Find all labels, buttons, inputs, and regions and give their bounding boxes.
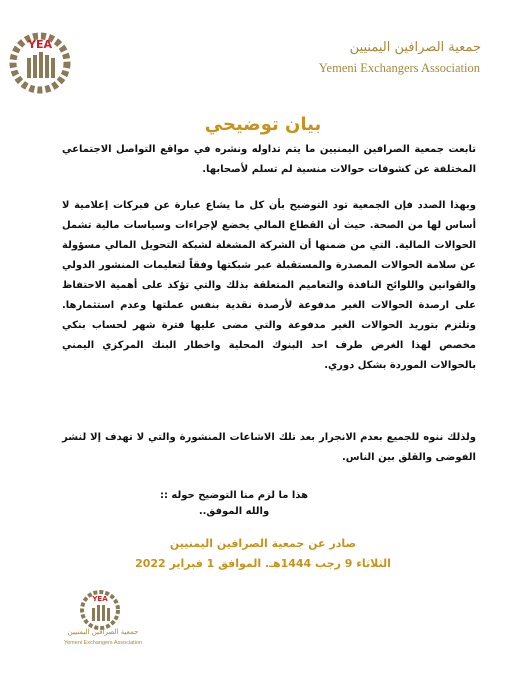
closing-line-2: والله الموفق.. (198, 506, 270, 517)
issuer-line: صادر عن جمعية الصرافين اليمنيين (169, 537, 357, 550)
footer-org-name-en: Yemeni Exchangers Association (63, 640, 143, 646)
logo-text: YEA (28, 38, 52, 51)
org-name-ar: جمعية الصرافين اليمنيين (349, 40, 481, 55)
letterhead (0, 0, 526, 92)
document-title: بيان توضيحي (204, 114, 322, 135)
org-name-en: Yemeni Exchangers Association (318, 61, 480, 75)
paragraph-clarification: وبهذا الصدد فإن الجمعية تود التوضيح بأن كل ما يشاع عبارة عن فبركات إعلامية لا أساس لها من الصحة. حيث أن القطاع المالي يخضع لإجراءات وسياسات مالية تشمل الحوالات المالية. التي من ضمنها أن الشركة المشغلة لشبكة التحويل المالي مسؤولة عن سلامة الحوالات المصدرة والمستقبلة عبر شبكتها وفقاً لتعليمات المنشور الدولي والقوانين واللوائح النافذة والتعاميم المتعلقة بذلك والتي تؤكد على أهمية الاحتفاظ على ارصدة الحوالات الغير مدفوعة لأرصدة نقدية بنفس عملتها وعدم استثمارها. وتلتزم بتوريد الحوالات الغير مدفوعة والتي مضى عليها فترة شهر لحساب بنكي مخصص لهذا الغرض طرف احد البنوك المحلية واخطار البنك المركزي اليمني بالحوالات الموردة بشكل دوري. (62, 200, 476, 371)
closing-line-1: هذا ما لزم منا التوضيح حوله :: (159, 490, 309, 501)
footer-logo (55, 580, 145, 670)
association-logo (5, 28, 75, 98)
date-line: الثلاثاء 9 رجب 1444هـ. الموافق 1 فبراير 2022 (135, 557, 391, 570)
paragraph-intro: تابعت جمعية الصرافين اليمنيين ما يتم تداوله ونشره في مواقع التواصل الاجتماعي المختلفة عن كشوفات حوالات منسية لم تسلم لأصحابها. (62, 144, 476, 175)
footer-logo-text: YEA (92, 595, 108, 603)
footer-org-name-ar: جمعية الصرافين اليمنيين (67, 628, 139, 636)
paragraph-warning: ولذلك ننوه للجميع بعدم الانجرار بعد تلك الاشاعات المنشورة والتي لا تهدف إلا لنشر الفوضى والقلق بين الناس. (62, 432, 476, 463)
